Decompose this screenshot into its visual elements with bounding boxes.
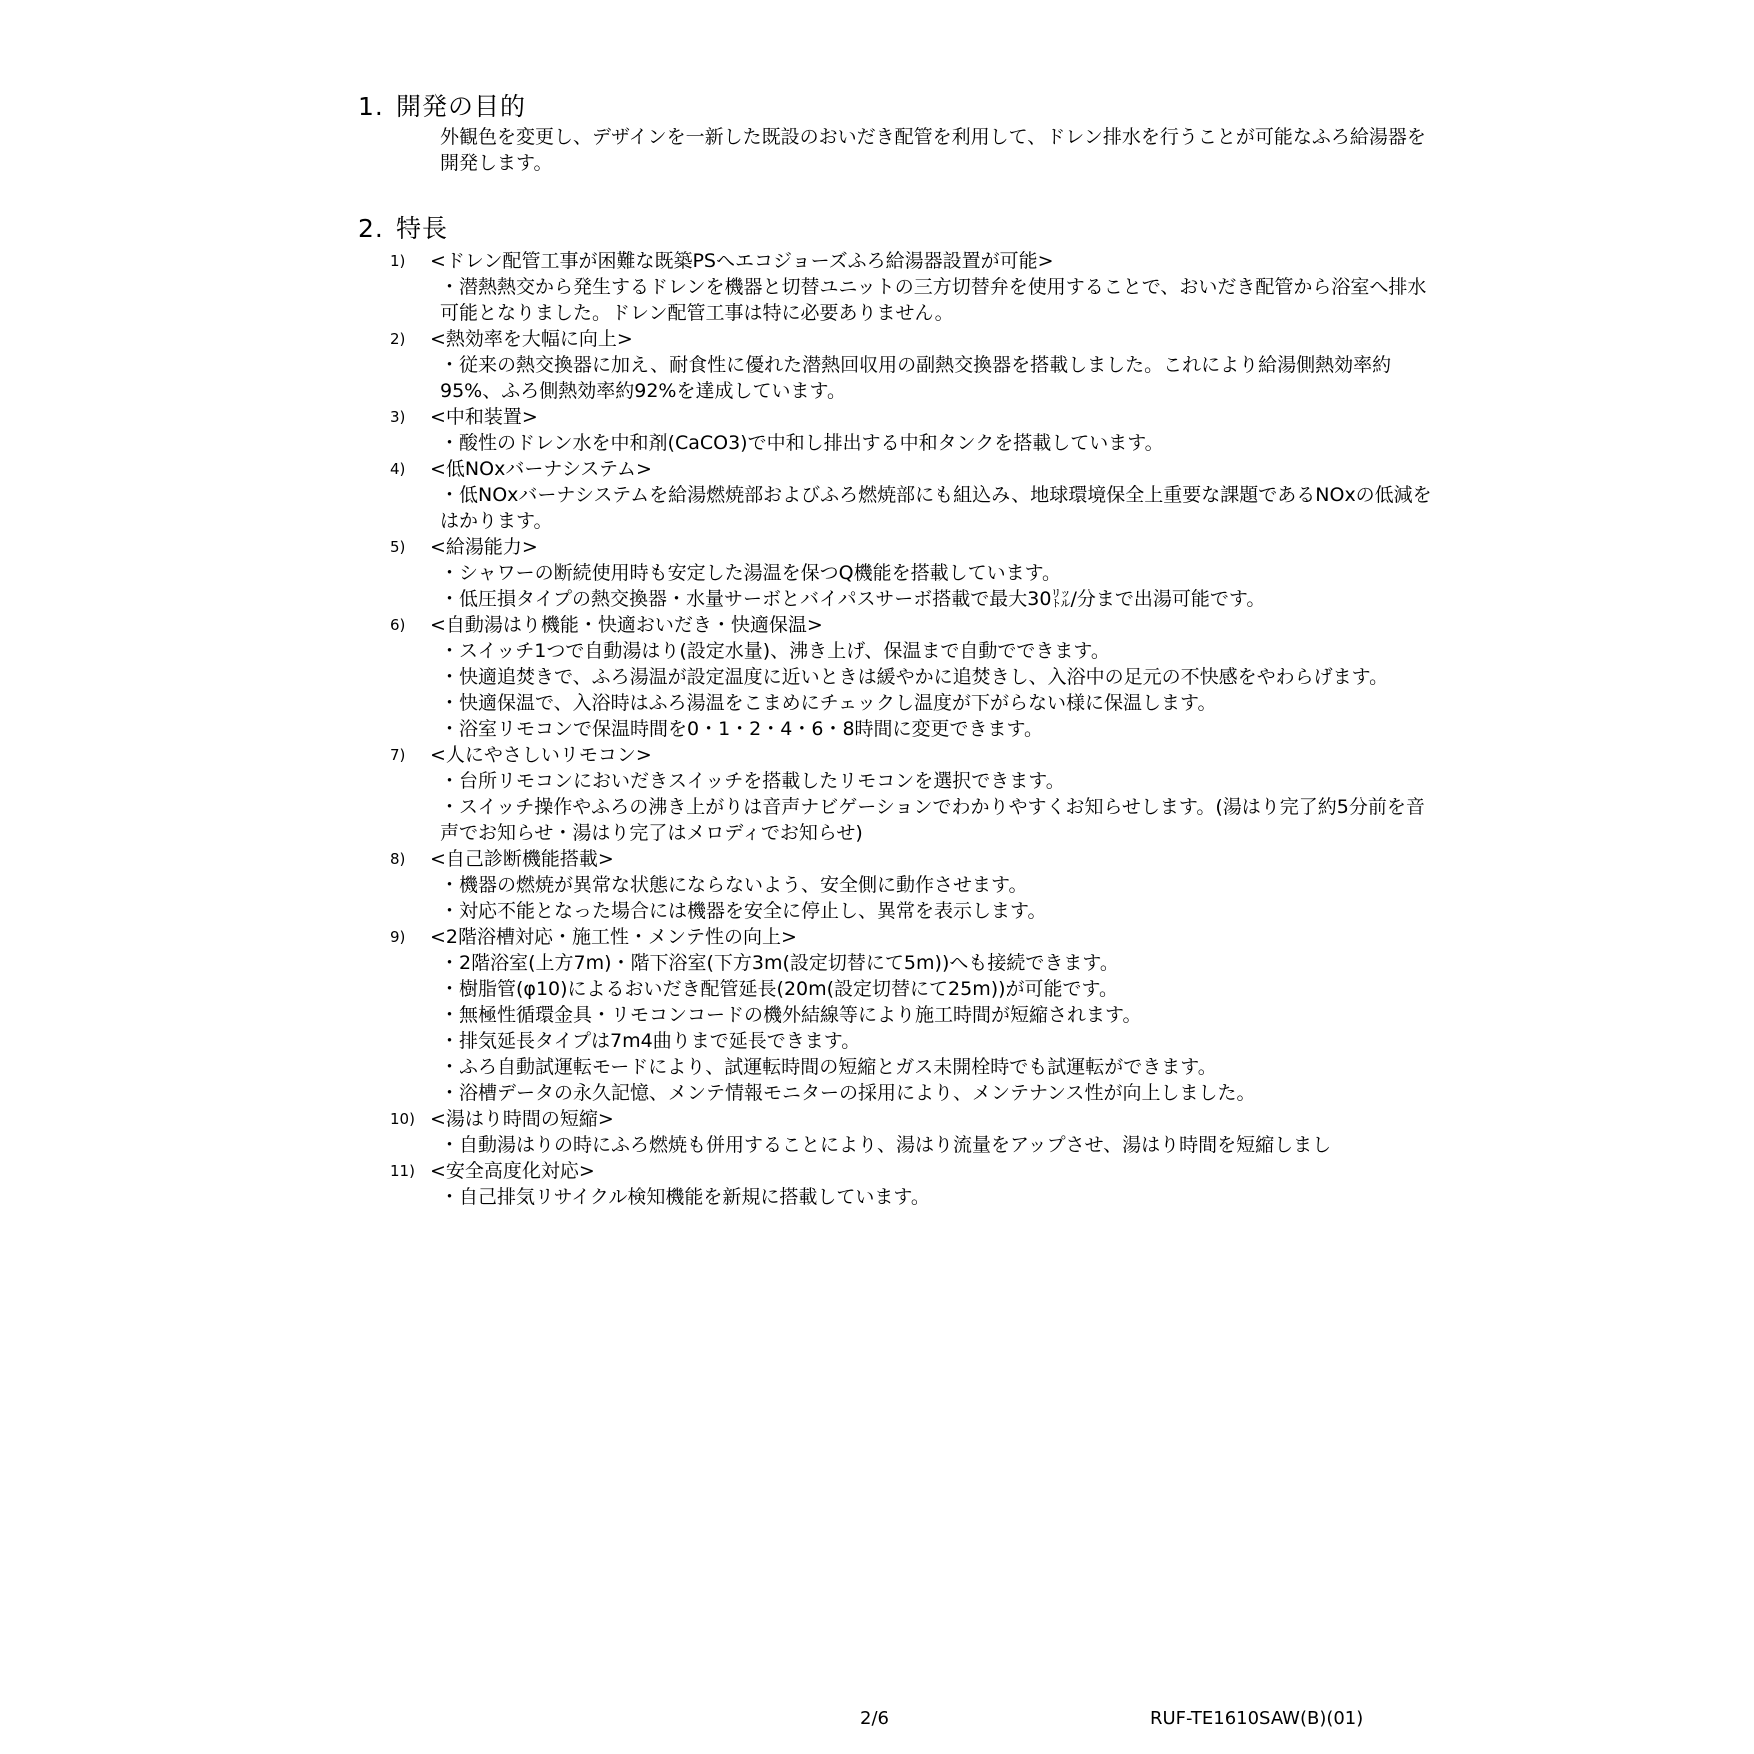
page-number: 2/6 xyxy=(860,1708,889,1729)
feature-item xyxy=(358,326,1438,404)
feature-item xyxy=(358,248,1438,326)
feature-bullet: ・排気延長タイプは7m4曲りまで延長できます。 xyxy=(440,1030,861,1052)
feature-bullet: ・スイッチ1つで自動湯はり(設定水量)、沸き上げ、保温まで自動でできます。 xyxy=(440,640,1110,662)
feature-number: 3) xyxy=(390,408,406,426)
feature-bullet: ・浴槽データの永久記憶、メンテ情報モニターの採用により、メンテナンス性が向上しました。 xyxy=(440,1082,1256,1104)
feature-number: 4) xyxy=(390,460,406,478)
feature-number: 2) xyxy=(390,330,406,348)
feature-item xyxy=(358,456,1438,534)
feature-number: 7) xyxy=(390,746,406,764)
document-code: RUF-TE1610SAW(B)(01) xyxy=(1150,1708,1364,1729)
feature-bullet: ・シャワーの断続使用時も安定した湯温を保つQ機能を搭載しています。 xyxy=(440,562,1062,584)
purpose-heading xyxy=(358,90,1438,124)
feature-item xyxy=(358,534,1438,612)
feature-item xyxy=(358,404,1438,456)
feature-bullet: ・潜熱熱交から発生するドレンを機器と切替ユニットの三方切替弁を使用することで、おいだき配管から浴室へ排水可能となりました。ドレン配管工事は特に必要ありません。 xyxy=(440,276,1427,324)
features-number: 2. xyxy=(358,214,384,243)
feature-number: 8) xyxy=(390,850,406,868)
feature-number: 6) xyxy=(390,616,406,634)
feature-bullet: ・対応不能となった場合には機器を安全に停止し、異常を表示します。 xyxy=(440,900,1047,922)
feature-title: <2階浴槽対応・施工性・メンテ性の向上> xyxy=(430,926,797,948)
feature-bullet: ・台所リモコンにおいだきスイッチを搭載したリモコンを選択できます。 xyxy=(440,770,1065,792)
feature-bullet: ・低圧損タイプの熱交換器・水量サーボとバイパスサーボ搭載で最大30㍑/分まで出湯可能です。 xyxy=(440,588,1266,610)
feature-title: <自動湯はり機能・快適おいだき・快適保温> xyxy=(430,614,823,636)
feature-bullet: ・ふろ自動試運転モードにより、試運転時間の短縮とガス未開栓時でも試運転ができます。 xyxy=(440,1056,1217,1078)
feature-bullet: ・浴室リモコンで保温時間を0・1・2・4・6・8時間に変更できます。 xyxy=(440,718,1044,740)
feature-bullet: ・自己排気リサイクル検知機能を新規に搭載しています。 xyxy=(440,1186,930,1208)
feature-title: <湯はり時間の短縮> xyxy=(430,1108,614,1130)
feature-bullet: ・自動湯はりの時にふろ燃焼も併用することにより、湯はり流量をアップさせ、湯はり時間を短縮しまし xyxy=(440,1134,1332,1156)
feature-item xyxy=(358,742,1438,846)
feature-bullet: ・無極性循環金具・リモコンコードの機外結線等により施工時間が短縮されます。 xyxy=(440,1004,1142,1026)
feature-number: 11) xyxy=(390,1162,415,1180)
feature-number: 5) xyxy=(390,538,406,556)
feature-bullet: ・従来の熱交換器に加え、耐食性に優れた潜熱回収用の副熱交換器を搭載しました。これにより給湯側熱効率約95%、ふろ側熱効率約92%を達成しています。 xyxy=(440,354,1392,402)
feature-bullet: ・快適保温で、入浴時はふろ湯温をこまめにチェックし温度が下がらない様に保温します。 xyxy=(440,692,1217,714)
purpose-number: 1. xyxy=(358,92,384,121)
purpose-title: 開発の目的 xyxy=(396,92,527,121)
feature-bullet: ・低NOxバーナシステムを給湯燃焼部およびふろ燃焼部にも組込み、地球環境保全上重要な課題であるNOxの低減をはかります。 xyxy=(440,484,1432,532)
features-list xyxy=(358,248,1438,1210)
purpose-text: 外観色を変更し、デザインを一新した既設のおいだき配管を利用して、ドレン排水を行うことが可能なふろ給湯器を開発します。 xyxy=(440,126,1426,174)
feature-title: <給湯能力> xyxy=(430,536,538,558)
feature-title: <中和装置> xyxy=(430,406,538,428)
feature-title: <熱効率を大幅に向上> xyxy=(430,328,633,350)
feature-title: <安全高度化対応> xyxy=(430,1160,595,1182)
features-section xyxy=(358,212,1438,1210)
feature-bullet: ・酸性のドレン水を中和剤(CaCO3)で中和し排出する中和タンクを搭載しています。 xyxy=(440,432,1164,454)
feature-bullet: ・樹脂管(φ10)によるおいだき配管延長(20m(設定切替にて25m))が可能です。 xyxy=(440,978,1119,1000)
feature-item xyxy=(358,612,1438,742)
feature-title: <低NOxバーナシステム> xyxy=(430,458,652,480)
feature-bullet: ・2階浴室(上方7m)・階下浴室(下方3m(設定切替にて5m))へも接続できます。 xyxy=(440,952,1119,974)
feature-title: <ドレン配管工事が困難な既築PSへエコジョーズふろ給湯器設置が可能> xyxy=(430,250,1054,272)
feature-item xyxy=(358,1158,1438,1210)
feature-number: 9) xyxy=(390,928,406,946)
feature-item xyxy=(358,1106,1438,1158)
feature-bullet: ・スイッチ操作やふろの沸き上がりは音声ナビゲーションでわかりやすくお知らせします。(湯はり完了約5分前を音声でお知らせ・湯はり完了はメロディでお知らせ) xyxy=(440,796,1425,844)
feature-item xyxy=(358,924,1438,1106)
feature-title: <自己診断機能搭載> xyxy=(430,848,614,870)
feature-number: 10) xyxy=(390,1110,415,1128)
feature-title: <人にやさしいリモコン> xyxy=(430,744,652,766)
feature-bullet: ・機器の燃焼が異常な状態にならないよう、安全側に動作させます。 xyxy=(440,874,1028,896)
purpose-section xyxy=(358,90,1438,176)
feature-item xyxy=(358,846,1438,924)
feature-bullet: ・快適追焚きで、ふろ湯温が設定温度に近いときは緩やかに追焚きし、入浴中の足元の不快感をやわらげます。 xyxy=(440,666,1389,688)
feature-number: 1) xyxy=(390,252,406,270)
features-title: 特長 xyxy=(396,214,449,243)
features-heading xyxy=(358,212,1438,246)
